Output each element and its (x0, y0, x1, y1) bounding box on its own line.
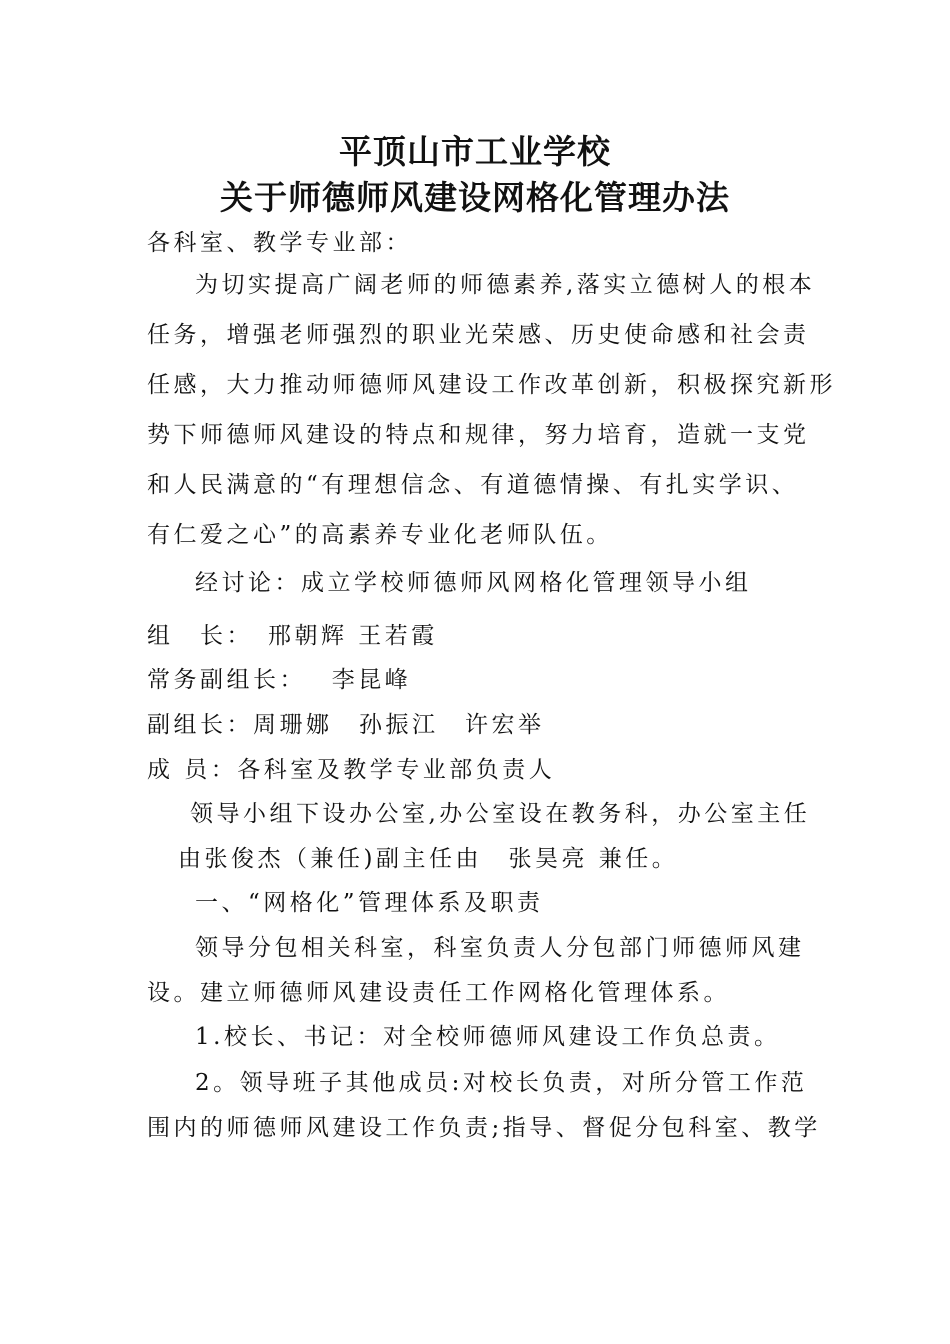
section-heading: 一、“网格化”管理体系及职责 (195, 890, 544, 916)
paragraph-line: 有仁爱之心”的高素养专业化老师队伍。 (147, 522, 613, 548)
members-line: 成 员：各科室及教学专业部负责人 (147, 757, 556, 783)
list-item: 2。领导班子其他成员:对校长负责，对所分管工作范 (195, 1070, 808, 1096)
executive-deputy-line: 常务副组长： 李昆峰 (147, 667, 412, 693)
paragraph-line: 设。建立师德师风建设责任工作网格化管理体系。 (147, 980, 730, 1006)
paragraph-line: 由张俊杰（兼任)副主任由 张昊亮 兼任。 (178, 846, 679, 872)
paragraph-line: 任务，增强老师强烈的职业光荣感、历史使命感和社会责 (147, 322, 810, 348)
paragraph-line: 任感，大力推动师德师风建设工作改革创新，积极探究新形 (147, 372, 836, 398)
list-item: 1.校长、书记：对全校师德师风建设工作负总责。 (195, 1024, 781, 1050)
title-line-1: 平顶山市工业学校 (339, 132, 611, 171)
paragraph-line: 经讨论：成立学校师德师风网格化管理领导小组 (195, 570, 752, 596)
paragraph-line: 势下师德师风建设的特点和规律，努力培育，造就一支党 (147, 422, 810, 448)
deputy-leader-line: 副组长：周珊娜 孙振江 许宏举 (147, 712, 545, 738)
paragraph-line: 领导小组下设办公室,办公室设在教务科，办公室主任 (190, 801, 811, 827)
salutation: 各科室、教学专业部： (147, 230, 412, 256)
paragraph-line: 和人民满意的“有理想信念、有道德情操、有扎实学识、 (147, 472, 799, 498)
title-line-2: 关于师德师风建设网格化管理办法 (220, 178, 730, 217)
paragraph-line: 领导分包相关科室，科室负责人分包部门师德师风建 (195, 935, 805, 961)
paragraph-line: 为切实提高广阔老师的师德素养,落实立德树人的根本 (195, 272, 816, 298)
group-leader-line: 组 长： 邢朝辉 王若霞 (147, 623, 438, 649)
paragraph-line: 围内的师德师风建设工作负责;指导、督促分包科室、教学 (147, 1115, 821, 1141)
